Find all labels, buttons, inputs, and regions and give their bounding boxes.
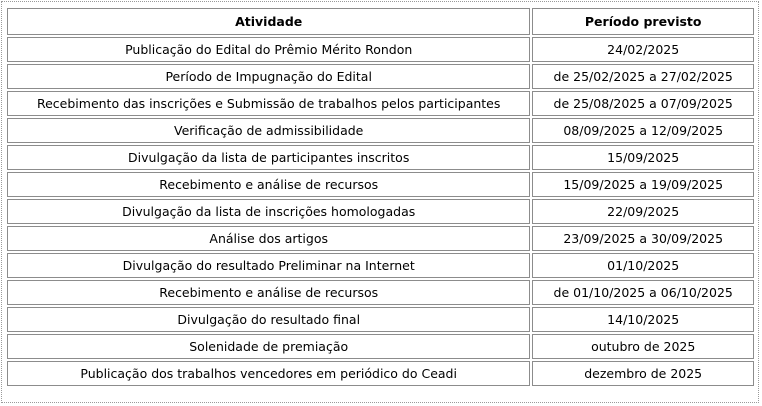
activity-cell: Verificação de admissibilidade (7, 118, 530, 143)
table-row (7, 253, 754, 278)
activity-cell: Divulgação da lista de participantes inscritos (7, 145, 530, 170)
activity-cell: Recebimento das inscrições e Submissão de trabalhos pelos participantes (7, 91, 530, 116)
table-row (7, 64, 754, 89)
period-cell: 23/09/2025 a 30/09/2025 (532, 226, 754, 251)
table-row (7, 199, 754, 224)
activity-cell: Publicação do Edital do Prêmio Mérito Rondon (7, 37, 530, 62)
period-cell: 15/09/2025 (532, 145, 754, 170)
period-cell: 08/09/2025 a 12/09/2025 (532, 118, 754, 143)
table-row (7, 118, 754, 143)
activity-cell: Solenidade de premiação (7, 334, 530, 359)
header-activity: Atividade (7, 8, 530, 35)
table-row (7, 334, 754, 359)
schedule-table (5, 6, 756, 388)
activity-cell: Publicação dos trabalhos vencedores em periódico do Ceadi (7, 361, 530, 386)
table-row (7, 37, 754, 62)
header-period: Período previsto (532, 8, 754, 35)
table-row (7, 91, 754, 116)
period-cell: 15/09/2025 a 19/09/2025 (532, 172, 754, 197)
activity-cell: Divulgação da lista de inscrições homologadas (7, 199, 530, 224)
period-cell: de 25/02/2025 a 27/02/2025 (532, 64, 754, 89)
table-row (7, 226, 754, 251)
activity-cell: Divulgação do resultado final (7, 307, 530, 332)
period-cell: 22/09/2025 (532, 199, 754, 224)
table-row (7, 145, 754, 170)
activity-cell: Recebimento e análise de recursos (7, 280, 530, 305)
period-cell: 14/10/2025 (532, 307, 754, 332)
period-cell: de 01/10/2025 a 06/10/2025 (532, 280, 754, 305)
table-row (7, 307, 754, 332)
activity-cell: Divulgação do resultado Preliminar na Internet (7, 253, 530, 278)
table-row (7, 361, 754, 386)
activity-cell: Período de Impugnação do Edital (7, 64, 530, 89)
table-header-row (7, 8, 754, 35)
activity-cell: Análise dos artigos (7, 226, 530, 251)
period-cell: de 25/08/2025 a 07/09/2025 (532, 91, 754, 116)
period-cell: outubro de 2025 (532, 334, 754, 359)
activity-cell: Recebimento e análise de recursos (7, 172, 530, 197)
period-cell: 24/02/2025 (532, 37, 754, 62)
table-row (7, 280, 754, 305)
period-cell: 01/10/2025 (532, 253, 754, 278)
period-cell: dezembro de 2025 (532, 361, 754, 386)
table-row (7, 172, 754, 197)
